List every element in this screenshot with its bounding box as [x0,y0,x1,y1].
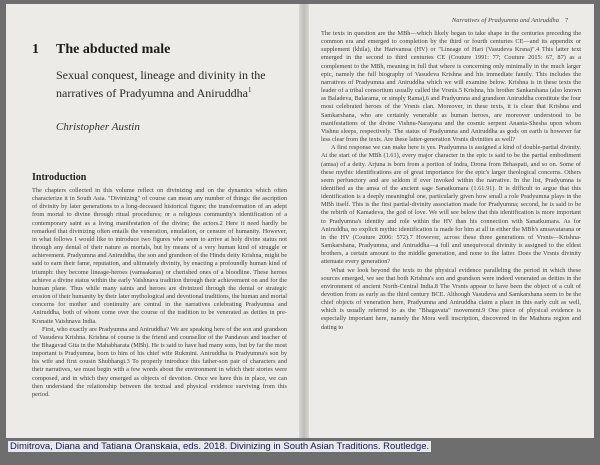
paragraph: What we look beyond the texts to the physical evidence paralleling the period in which these sources emerged, we see that both Krishna's son and grandson were indeed venerated as deities in the environment of ancient North-Central India.8 The Vrsnis appear to have been the object of a cult of devotion from as early as the third century BCE. Although Vasudeva and Samkarshana seem to be the chief objects of veneration here, Pradyumna and Aniruddha claim a place in this early cult as well, which is usually referred to as the "Bhagavata" movement.9 One piece of physical evidence is especially important here, namely the Mora well inscription, discovered in the Mathura region and dating to [321,266,581,331]
paragraph: The chapters collected in this volume reflect on divinizing and on the dynamics which often characterize it in South Asia. "Divinizing" of course can mean any number of things: the ascription of divinity by later generations to a long-deceased historical figure; the transformation of an adept from mortal to divine through ritual procedures; or a religious community's identification of a contemporary saint as a living manifestation of the divine; the actors.2 Here it need hardly be remarked that divinizing often entails the veneration, emulation, or censure of humanity. However, in what follows I would like to introduce two figures who seem to arrive at holy divine status not through any denial of their nature as mortals, but by means of a very human kind of struggle or achievement. Pradyumna and Aniruddha, the son and grandson of the Hindu deity Krishna, might be said to earn their fame, reputation, and ultimately divinity, by enacting a profoundly human kind of triumph: they become lineage-heroes (vamsakaras) or cherished ones of a bloodline. These heroes achieve a divine status within the early Vaishnava tradition through their achievement on and for the human plane. Thus while many saints and heroes are divinized through the denial or strategic erosion of their humanity by their later mythological and devotional traditions, the human and mortal concerns for mother and continuity are central in the narratives celebrating Pradyumna and Aniruddha, both of whom come over the course of the tradition to be venerated as deities in pre-Krsnaite Vaishnava India. [32,187,287,325]
subtitle-text: Sexual conquest, lineage and divinity in the narratives of Pradyumna and Aniruddha [56,68,266,100]
paragraph: First, who exactly are Pradyumna and Aniruddha? We are speaking here of the son and grandson of Vasudeva Krishna. Krishna of course is the friend and counsellor of the Pandavas and teacher of the Bhagavad Gita in the Mahabharata (MBh). He is said to have had many sons, but by far the most important is Pradyumna, born to him of his chief wife Rukmini. Aniruddha is Pradyumna's son by his wife and first cousin Shubhangi.3 To properly introduce this father-son pair of characters and their narratives, we must begin with a few words about the environment in which their stories were composed, and in which they emerged as objects of devotion. Once we have this in place, we can then understand the relationship between the textual and physical evidence surviving from this period. [32,325,287,398]
citation-text: Dimitrova, Diana and Tatiana Oranskaia, eds. 2018. Divinizing in South Asian Traditions. Routledge. [10,441,430,452]
chapter-number: 1 [32,42,40,57]
left-body-text [32,187,287,399]
book-gutter [299,4,309,438]
book-spread [6,4,594,438]
section-heading: Introduction [32,172,87,183]
chapter-subtitle [56,68,281,101]
paragraph: A first response we can make here is yes. Pradyumna is assigned a kind of double-partial divinity. At the start of the MBh (1.61), every major character in the epic is said to be the partial embodiment (amsa) of a deity. Arjuna is born from a portion of Indra, Drona from Brhaspati, and so on. Some of these mythic identifications are of great importance for the epic's larger theological concerns. Others seem perfunctory and are seldom if ever invoked within the narrative. In the list, Pradyumna is identified as the amsa of the ancient sage Sanatkumara (1.61.91). It is difficult to argue that this identification is a deeply meaningful one, particularly given how small a role Pradyumna plays in the MBh itself. This is the first partial-divinity association made for Pradyumna; second, he is said to be the rebirth of Kamadeva, the god of love. We will see below that this identification is more important to Pradyumna's identity and role within the HV than his connection with Sanatkumara. As for Aniruddha, no explicit mythic identification is made for him at all in either the MBh's amsavatarana or in the HV (Couture 2006: 572).7 However, across these three generations of Vrsnis—Krishna-Samkarshana, Pradyumna, and Aniruddha—a full and unequivocal divinity is assigned to the eldest brothers, a certain amount to the middle generation, and none to the latter. Does the Vrsnis divinity attenuate every generation? [321,144,581,266]
left-page [6,4,299,438]
page-number: 7 [565,17,569,24]
citation-bar [0,440,600,465]
running-head: Narratives of Pradyumna and Aniruddha [451,17,559,24]
subtitle-footnote-mark: 1 [247,86,252,94]
paragraph: The texts in question are the MBh—which likely began to take shape in the centuries preceding the common era and emerged to completion by the third or fourth centuries CE—and its appendix or supplement (khila), the Harivamsa (HV) or "Lineage of Hari (Vasudeva Krsna)".4 This latter text emerged in the second to third centuries CE (Couture 1991: 77; Couture 2015: 67, 87) as a complement to the MBh, meaning in full that where is concerning only minimally in the much larger epic, namely the full biography of Vasudeva Krishna and his immediate family. This includes the narratives of Pradyumna and Aniruddha which we will examine below. Krishna is in these texts the leader of a tribal consortium usually called the Vrsnis.5 Krishna, his brother Sankarshana (also known as Baladeva, Balarama, or simply Rama),6 and Pradyumna and grandson Aniruddha constitute the four most celebrated heroes of the Vrsnis clan. Moreover, in these texts, it is clear that Krishna and Samkarshana, who are certainly venerable as human heroes, are moreover understood to be manifestations of the divine Vishnu-Narayana and the cosmic serpent Ananta-Shesha upon whom Vishnu sleeps, respectively. The status of Pradyumna and Aniruddha as gods on earth is however far less clear from the texts. Are these latter-generation Vrsnis divinities as well? [321,30,581,144]
chapter-author: Christopher Austin [56,121,140,133]
right-body-text [321,30,581,332]
chapter-title: The abducted male [56,42,171,57]
right-page [309,4,594,438]
